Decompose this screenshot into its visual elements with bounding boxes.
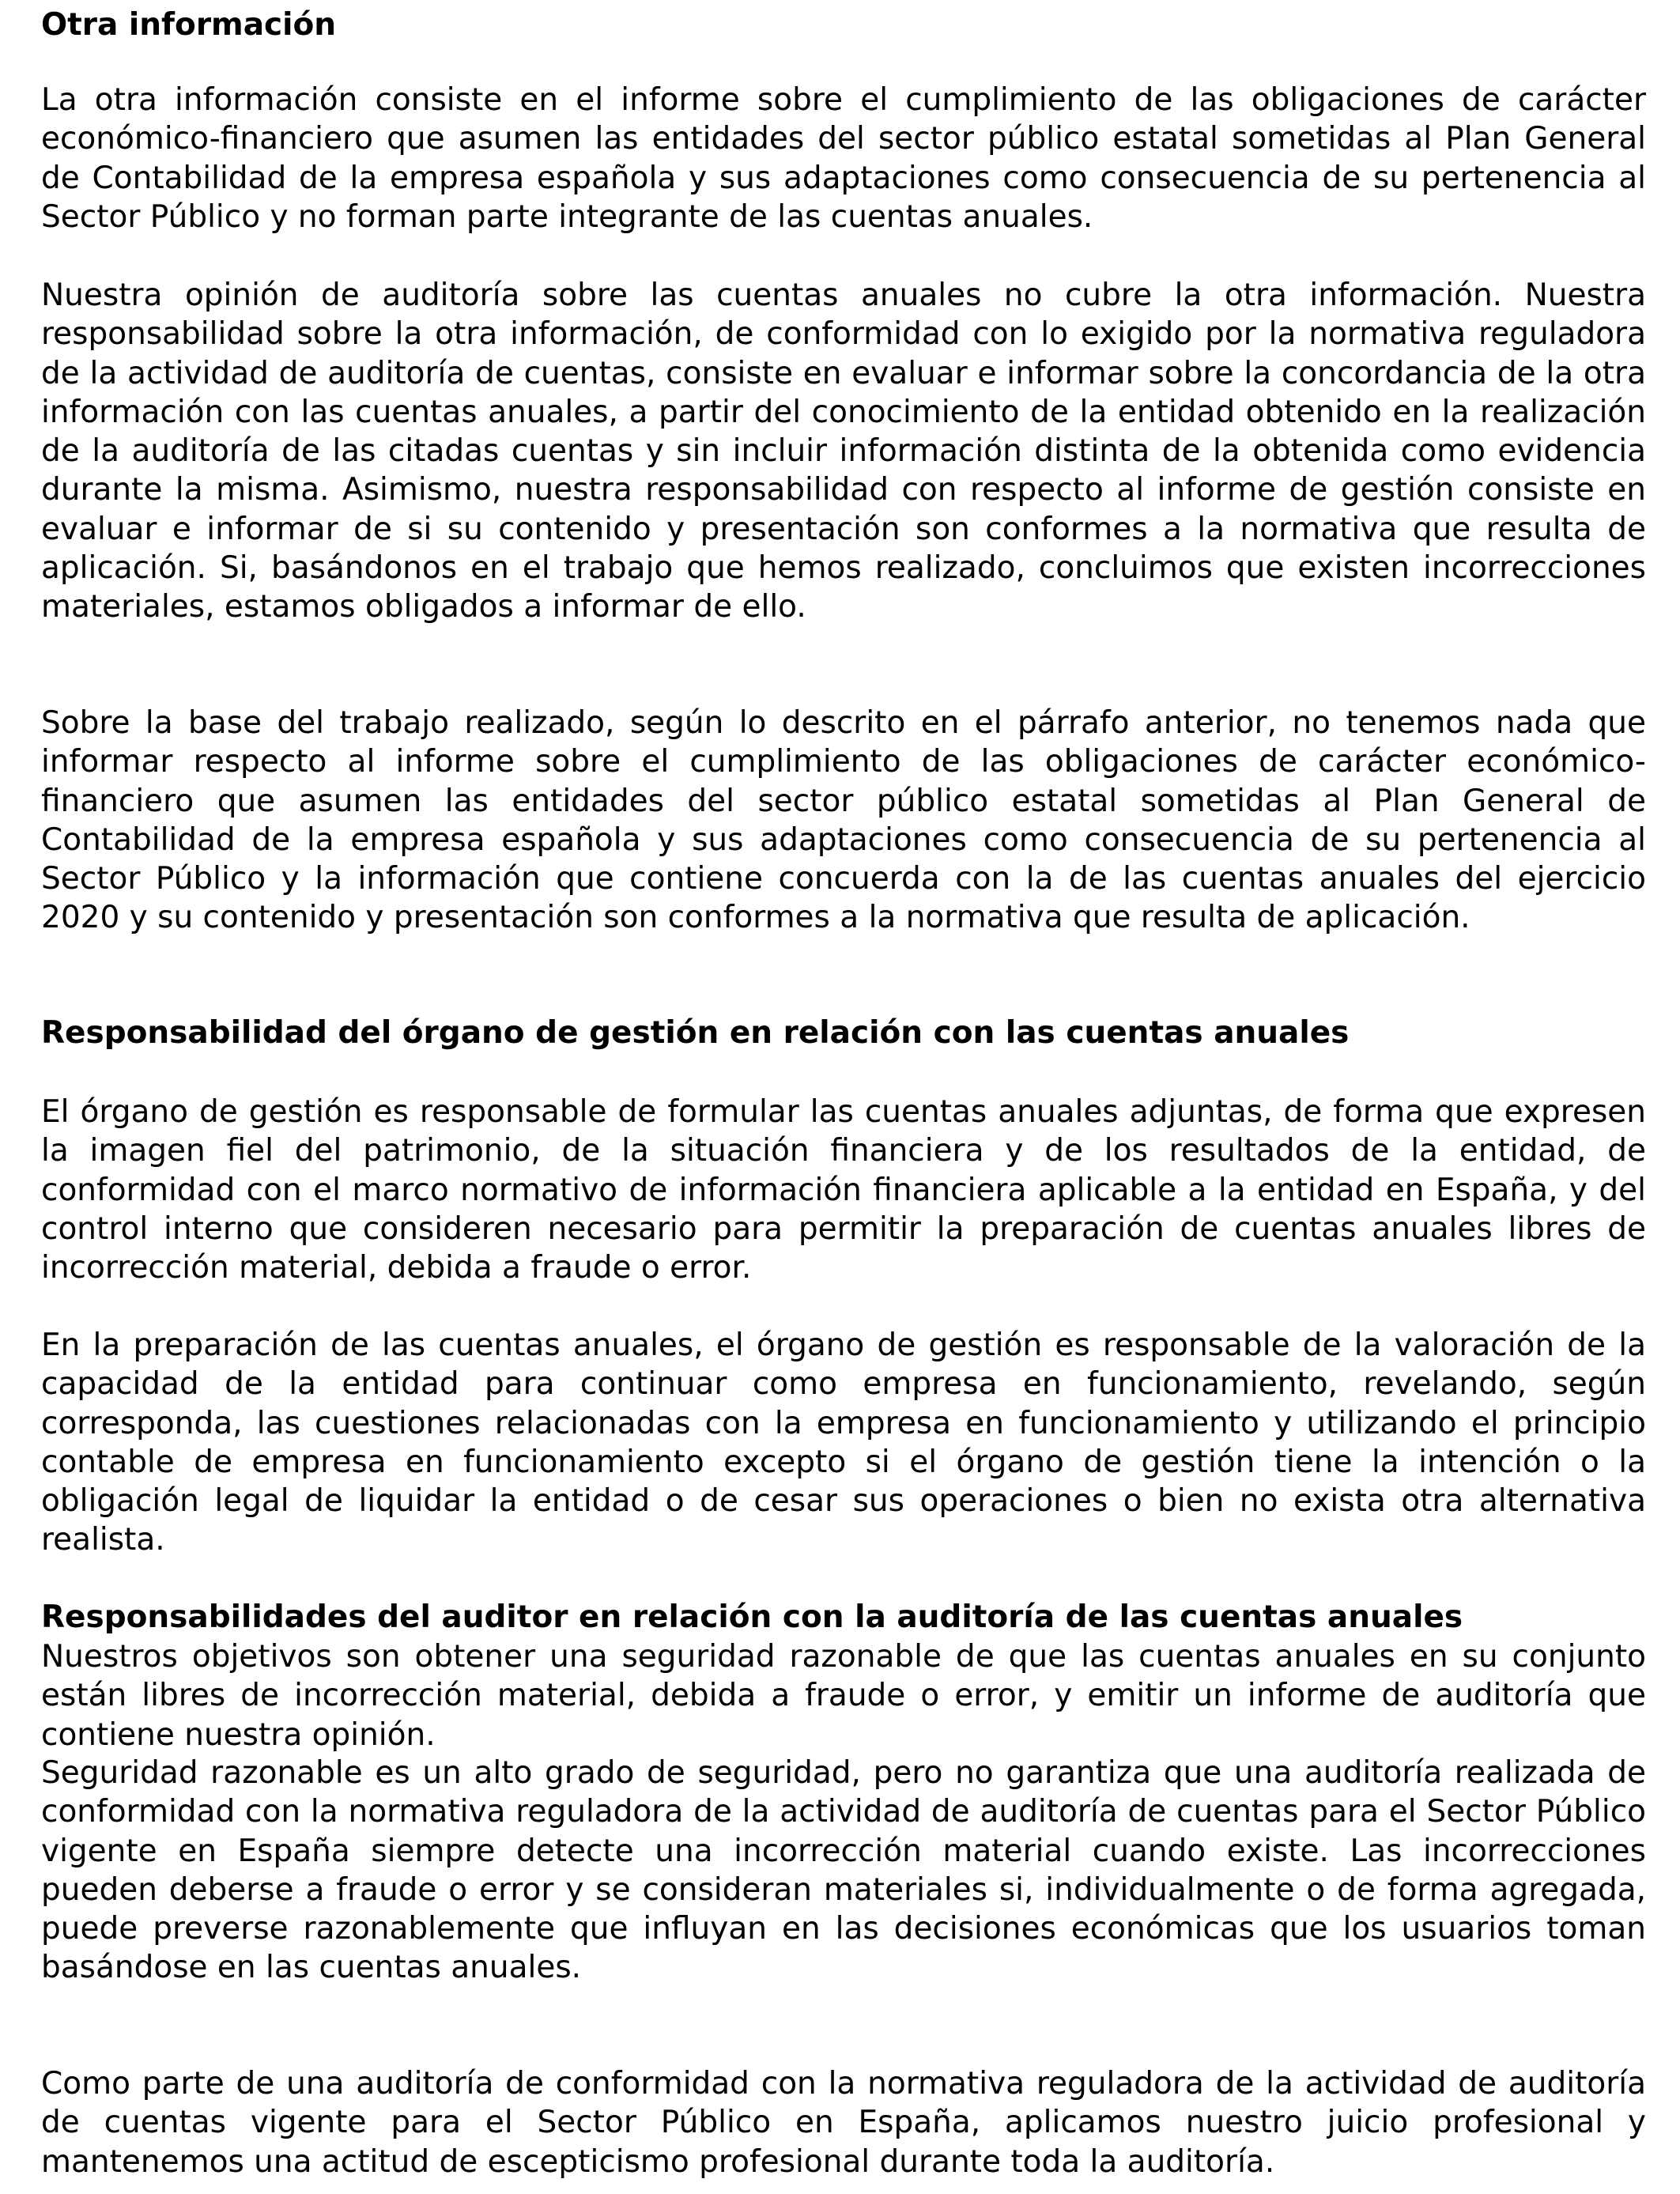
paragraph: El órgano de gestión es responsable de formular las cuentas anuales adjuntas, de forma que expresen la imagen fiel del patrimonio, de la situación financiera y de los resultados de la entidad, de conformidad con el marco normativo de información financiera aplicable a la entidad en España, y del control interno que consideren necesario para permitir la preparación de cuentas anuales libres de incorrección material, debida a fraude o error. (41, 1094, 1646, 1286)
paragraph: Nuestra opinión de auditoría sobre las cuentas anuales no cubre la otra información. Nuestra responsabilidad sobre la otra información, de conformidad con lo exigido por la normativa reguladora de la actividad de auditoría de cuentas, consiste en evaluar e informar sobre la concordancia de la otra información con las cuentas anuales, a partir del conocimiento de la entidad obtenido en la realización de la auditoría de las citadas cuentas y sin incluir información distinta de la obtenida como evidencia durante la misma. Asimismo, nuestra responsabilidad con respecto al informe de gestión consiste en evaluar e informar de si su contenido y presentación son conformes a la normativa que resulta de aplicación. Si, basándonos en el trabajo que hemos realizado, concluimos que existen incorrecciones materiales, estamos obligados a informar de ello. (41, 278, 1646, 625)
section-heading-otra-informacion: Otra información (41, 7, 337, 43)
paragraph: En la preparación de las cuentas anuales, el órgano de gestión es responsable de la valoración de la capacidad de la entidad para continuar como empresa en funcionamiento, revelando, según corresponda, las cuestiones relacionadas con la empresa en funcionamiento y utilizando el principio contable de empresa en funcionamiento excepto si el órgano de gestión tiene la intención o la obligación legal de liquidar la entidad o de cesar sus operaciones o bien no exista otra alternativa realista. (41, 1327, 1646, 1558)
paragraph: Nuestros objetivos son obtener una seguridad razonable de que las cuentas anuales en su conjunto están libres de incorrección material, debida a fraude o error, y emitir un informe de auditoría que contiene nuestra opinión. (41, 1639, 1646, 1753)
paragraph: Seguridad razonable es un alto grado de seguridad, pero no garantiza que una auditoría realizada de conformidad con la normativa reguladora de la actividad de auditoría de cuentas para el Sector Público vigente en España siempre detecte una incorrección material cuando existe. Las incorrecciones pueden deberse a fraude o error y se consideran materiales si, individualmente o de forma agregada, puede preverse razonablemente que influyan en las decisiones económicas que los usuarios toman basándose en las cuentas anuales. (41, 1755, 1646, 1986)
section-heading-responsabilidades-auditor: Responsabilidades del auditor en relación con la auditoría de las cuentas anuales (41, 1599, 1463, 1635)
paragraph: Sobre la base del trabajo realizado, según lo descrito en el párrafo anterior, no tenemos nada que informar respecto al informe sobre el cumplimiento de las obligaciones de carácter económico-financiero que asumen las entidades del sector público estatal sometidas al Plan General de Contabilidad de la empresa española y sus adaptaciones como consecuencia de su pertenencia al Sector Público y la información que contiene concuerda con la de las cuentas anuales del ejercicio 2020 y su contenido y presentación son conformes a la normativa que resulta de aplicación. (41, 705, 1646, 936)
section-heading-responsabilidad-organo: Responsabilidad del órgano de gestión en relación con las cuentas anuales (41, 1015, 1350, 1051)
paragraph: Como parte de una auditoría de conformidad con la normativa reguladora de la actividad de auditoría de cuentas vigente para el Sector Público en España, aplicamos nuestro juicio profesional y mantenemos una actitud de escepticismo profesional durante toda la auditoría. (41, 2066, 1646, 2180)
paragraph: La otra información consiste en el informe sobre el cumplimiento de las obligaciones de carácter económico-financiero que asumen las entidades del sector público estatal sometidas al Plan General de Contabilidad de la empresa española y sus adaptaciones como consecuencia de su pertenencia al Sector Público y no forman parte integrante de las cuentas anuales. (41, 82, 1646, 235)
